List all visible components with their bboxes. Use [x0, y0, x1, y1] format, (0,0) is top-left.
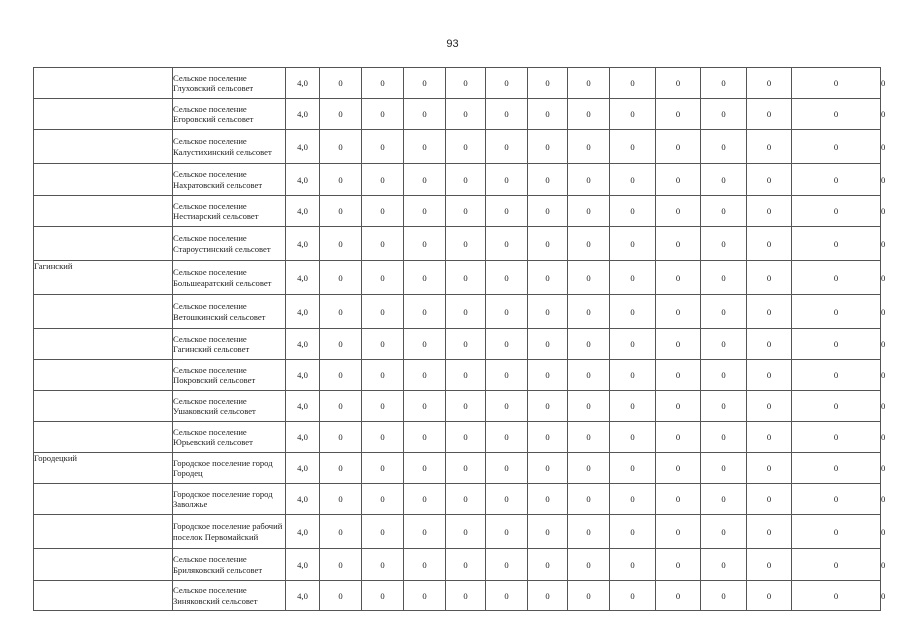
value-cell: 0	[362, 99, 404, 130]
value-cell: 0	[568, 581, 610, 611]
value-cell: 0	[610, 295, 656, 329]
value-cell: 0	[446, 68, 486, 99]
value-cell: 0	[486, 329, 528, 360]
value-cell: 0	[320, 196, 362, 227]
value-cell: 0	[404, 549, 446, 581]
value-cell: 0	[362, 196, 404, 227]
value-cell: 0	[701, 391, 747, 422]
value-cell: 0	[792, 164, 881, 196]
value-cell: 0	[610, 196, 656, 227]
value-cell: 0	[568, 164, 610, 196]
value-cell: 0	[528, 453, 568, 484]
settlement-name-cell: Городское поселение рабочий поселок Первомайский	[173, 515, 286, 549]
rate-cell: 4,0	[286, 391, 320, 422]
value-cell: 0	[568, 422, 610, 453]
value-cell: 0	[792, 68, 881, 99]
value-cell: 0	[610, 261, 656, 295]
value-cell: 0	[404, 130, 446, 164]
value-cell: 0	[362, 360, 404, 391]
rate-cell: 4,0	[286, 196, 320, 227]
value-cell: 0	[610, 227, 656, 261]
value-cell: 0	[528, 329, 568, 360]
table-row: Сельское поселение Глуховский сельсовет 4,0 0 0 0 0 0 0 0 0 0 0 0 0 0	[34, 68, 881, 99]
table-row: Городецкий Городское поселение город Городец 4,0 0 0 0 0 0 0 0 0 0 0 0 0 0	[34, 453, 881, 484]
value-cell: 0	[446, 295, 486, 329]
settlement-name-cell: Сельское поселение Нестиарский сельсовет	[173, 196, 286, 227]
value-cell: 0	[792, 484, 881, 515]
value-cell: 0	[610, 453, 656, 484]
value-cell: 0	[528, 549, 568, 581]
value-cell: 0	[701, 515, 747, 549]
rate-cell: 4,0	[286, 261, 320, 295]
value-cell: 0	[486, 360, 528, 391]
value-cell: 0	[747, 329, 792, 360]
value-cell: 0	[362, 515, 404, 549]
value-cell: 0	[404, 581, 446, 611]
rate-cell: 4,0	[286, 99, 320, 130]
value-cell: 0	[568, 360, 610, 391]
value-cell: 0	[446, 422, 486, 453]
value-cell: 0	[320, 68, 362, 99]
rate-cell: 4,0	[286, 130, 320, 164]
value-cell: 0	[568, 549, 610, 581]
value-cell: 0	[701, 68, 747, 99]
value-cell: 0	[320, 295, 362, 329]
value-cell: 0	[404, 515, 446, 549]
value-cell: 0	[320, 130, 362, 164]
value-cell: 0	[362, 581, 404, 611]
settlement-name-cell: Городское поселение город Городец	[173, 453, 286, 484]
value-cell: 0	[747, 422, 792, 453]
value-cell: 0	[747, 196, 792, 227]
district-cell	[34, 549, 173, 581]
value-cell: 0	[528, 295, 568, 329]
value-cell: 0	[656, 484, 701, 515]
value-cell: 0	[528, 422, 568, 453]
value-cell: 0	[610, 360, 656, 391]
value-cell: 0	[404, 68, 446, 99]
settlement-name-cell: Сельское поселение Гагинский сельсовет	[173, 329, 286, 360]
settlement-name-cell: Сельское поселение Большеаратский сельсовет	[173, 261, 286, 295]
value-cell: 0	[568, 130, 610, 164]
value-cell: 0	[610, 130, 656, 164]
value-cell: 0	[610, 422, 656, 453]
value-cell: 0	[486, 581, 528, 611]
value-cell: 0	[362, 295, 404, 329]
value-cell: 0	[486, 68, 528, 99]
value-cell: 0	[486, 261, 528, 295]
table-row: Сельское поселение Нахратовский сельсовет 4,0 0 0 0 0 0 0 0 0 0 0 0 0 0	[34, 164, 881, 196]
value-cell: 0	[792, 549, 881, 581]
value-cell: 0	[362, 261, 404, 295]
value-cell: 0	[610, 391, 656, 422]
value-cell: 0	[320, 360, 362, 391]
value-cell: 0	[404, 484, 446, 515]
value-cell: 0	[701, 360, 747, 391]
table-row: Городское поселение рабочий поселок Первомайский 4,0 0 0 0 0 0 0 0 0 0 0 0 0 0	[34, 515, 881, 549]
table-row: Сельское поселение Егоровский сельсовет 4,0 0 0 0 0 0 0 0 0 0 0 0 0 0	[34, 99, 881, 130]
value-cell: 0	[568, 227, 610, 261]
rate-cell: 4,0	[286, 68, 320, 99]
value-cell: 0	[701, 196, 747, 227]
value-cell: 0	[320, 99, 362, 130]
table-row: Сельское поселение Юрьевский сельсовет 4,0 0 0 0 0 0 0 0 0 0 0 0 0 0	[34, 422, 881, 453]
rate-cell: 4,0	[286, 227, 320, 261]
value-cell: 0	[747, 295, 792, 329]
value-cell: 0	[320, 484, 362, 515]
value-cell: 0	[486, 295, 528, 329]
value-cell: 0	[747, 453, 792, 484]
value-cell: 0	[701, 295, 747, 329]
value-cell: 0	[486, 391, 528, 422]
value-cell: 0	[701, 99, 747, 130]
value-cell: 0	[656, 164, 701, 196]
table-row: Сельское поселение Ветошкинский сельсовет 4,0 0 0 0 0 0 0 0 0 0 0 0 0 0	[34, 295, 881, 329]
district-cell: Гагинский	[34, 261, 173, 295]
value-cell: 0	[656, 329, 701, 360]
value-cell: 0	[486, 99, 528, 130]
settlement-name-cell: Сельское поселение Ушаковский сельсовет	[173, 391, 286, 422]
settlement-name-cell: Сельское поселение Калустихинский сельсовет	[173, 130, 286, 164]
value-cell: 0	[486, 453, 528, 484]
value-cell: 0	[446, 484, 486, 515]
value-cell: 0	[404, 196, 446, 227]
value-cell: 0	[446, 329, 486, 360]
value-cell: 0	[610, 515, 656, 549]
value-cell: 0	[747, 130, 792, 164]
page-number: 93	[446, 38, 459, 50]
value-cell: 0	[446, 99, 486, 130]
value-cell: 0	[792, 581, 881, 611]
settlement-name-cell: Сельское поселение Бриляковский сельсовет	[173, 549, 286, 581]
value-cell: 0	[568, 261, 610, 295]
district-cell	[34, 422, 173, 453]
value-cell: 0	[568, 453, 610, 484]
rate-cell: 4,0	[286, 453, 320, 484]
value-cell: 0	[446, 196, 486, 227]
value-cell: 0	[404, 422, 446, 453]
value-cell: 0	[320, 329, 362, 360]
value-cell: 0	[610, 68, 656, 99]
value-cell: 0	[747, 515, 792, 549]
value-cell: 0	[701, 130, 747, 164]
value-cell: 0	[320, 164, 362, 196]
value-cell: 0	[528, 68, 568, 99]
value-cell: 0	[320, 453, 362, 484]
value-cell: 0	[486, 549, 528, 581]
settlement-name-cell: Сельское поселение Ветошкинский сельсовет	[173, 295, 286, 329]
value-cell: 0	[701, 581, 747, 611]
value-cell: 0	[404, 164, 446, 196]
value-cell: 0	[656, 130, 701, 164]
district-cell	[34, 227, 173, 261]
value-cell: 0	[656, 196, 701, 227]
district-cell	[34, 295, 173, 329]
value-cell: 0	[568, 295, 610, 329]
value-cell: 0	[404, 360, 446, 391]
value-cell: 0	[486, 196, 528, 227]
value-cell: 0	[656, 515, 701, 549]
district-cell	[34, 581, 173, 611]
value-cell: 0	[446, 227, 486, 261]
value-cell: 0	[747, 164, 792, 196]
value-cell: 0	[610, 549, 656, 581]
value-cell: 0	[701, 329, 747, 360]
value-cell: 0	[362, 68, 404, 99]
value-cell: 0	[656, 261, 701, 295]
value-cell: 0	[404, 329, 446, 360]
value-cell: 0	[404, 99, 446, 130]
district-cell	[34, 196, 173, 227]
value-cell: 0	[610, 581, 656, 611]
settlement-name-cell: Сельское поселение Юрьевский сельсовет	[173, 422, 286, 453]
value-cell: 0	[528, 360, 568, 391]
value-cell: 0	[528, 261, 568, 295]
value-cell: 0	[320, 581, 362, 611]
value-cell: 0	[320, 261, 362, 295]
value-cell: 0	[747, 581, 792, 611]
value-cell: 0	[528, 581, 568, 611]
value-cell: 0	[701, 484, 747, 515]
value-cell: 0	[528, 196, 568, 227]
table-row: Сельское поселение Нестиарский сельсовет 4,0 0 0 0 0 0 0 0 0 0 0 0 0 0	[34, 196, 881, 227]
value-cell: 0	[446, 130, 486, 164]
value-cell: 0	[747, 99, 792, 130]
value-cell: 0	[362, 391, 404, 422]
value-cell: 0	[656, 549, 701, 581]
value-cell: 0	[656, 295, 701, 329]
value-cell: 0	[568, 515, 610, 549]
value-cell: 0	[747, 227, 792, 261]
value-cell: 0	[656, 581, 701, 611]
value-cell: 0	[486, 227, 528, 261]
value-cell: 0	[792, 453, 881, 484]
value-cell: 0	[486, 515, 528, 549]
district-cell	[34, 68, 173, 99]
value-cell: 0	[446, 360, 486, 391]
rate-cell: 4,0	[286, 484, 320, 515]
value-cell: 0	[528, 130, 568, 164]
value-cell: 0	[568, 68, 610, 99]
district-cell	[34, 515, 173, 549]
settlement-name-cell: Городское поселение город Заволжье	[173, 484, 286, 515]
value-cell: 0	[362, 549, 404, 581]
value-cell: 0	[362, 453, 404, 484]
rate-cell: 4,0	[286, 549, 320, 581]
value-cell: 0	[446, 515, 486, 549]
municipal-rates-table	[33, 67, 886, 611]
district-cell	[34, 164, 173, 196]
value-cell: 0	[362, 484, 404, 515]
settlement-name-cell: Сельское поселение Староустинский сельсовет	[173, 227, 286, 261]
value-cell: 0	[656, 360, 701, 391]
value-cell: 0	[362, 130, 404, 164]
value-cell: 0	[320, 549, 362, 581]
rate-cell: 4,0	[286, 515, 320, 549]
district-cell	[34, 360, 173, 391]
value-cell: 0	[610, 164, 656, 196]
value-cell: 0	[792, 515, 881, 549]
value-cell: 0	[446, 453, 486, 484]
rate-cell: 4,0	[286, 581, 320, 611]
value-cell: 0	[792, 360, 881, 391]
value-cell: 0	[610, 484, 656, 515]
district-cell	[34, 130, 173, 164]
value-cell: 0	[486, 422, 528, 453]
table-row: Гагинский Сельское поселение Большеаратский сельсовет 4,0 0 0 0 0 0 0 0 0 0 0 0 0 0	[34, 261, 881, 295]
value-cell: 0	[792, 261, 881, 295]
value-cell: 0	[747, 261, 792, 295]
value-cell: 0	[528, 484, 568, 515]
value-cell: 0	[486, 484, 528, 515]
value-cell: 0	[701, 422, 747, 453]
value-cell: 0	[701, 227, 747, 261]
value-cell: 0	[446, 391, 486, 422]
district-cell	[34, 391, 173, 422]
settlement-name-cell: Сельское поселение Нахратовский сельсовет	[173, 164, 286, 196]
value-cell: 0	[792, 130, 881, 164]
value-cell: 0	[792, 329, 881, 360]
value-cell: 0	[792, 227, 881, 261]
value-cell: 0	[701, 164, 747, 196]
value-cell: 0	[486, 164, 528, 196]
district-cell	[34, 484, 173, 515]
rate-cell: 4,0	[286, 295, 320, 329]
value-cell: 0	[528, 515, 568, 549]
value-cell: 0	[701, 261, 747, 295]
value-cell: 0	[701, 549, 747, 581]
value-cell: 0	[792, 196, 881, 227]
value-cell: 0	[747, 391, 792, 422]
district-cell	[34, 99, 173, 130]
value-cell: 0	[486, 130, 528, 164]
value-cell: 0	[528, 227, 568, 261]
table-row: Сельское поселение Ушаковский сельсовет 4,0 0 0 0 0 0 0 0 0 0 0 0 0 0	[34, 391, 881, 422]
value-cell: 0	[320, 227, 362, 261]
value-cell: 0	[446, 549, 486, 581]
value-cell: 0	[610, 99, 656, 130]
value-cell: 0	[568, 99, 610, 130]
value-cell: 0	[792, 391, 881, 422]
district-cell: Городецкий	[34, 453, 173, 484]
value-cell: 0	[446, 581, 486, 611]
value-cell: 0	[362, 227, 404, 261]
settlement-name-cell: Сельское поселение Глуховский сельсовет	[173, 68, 286, 99]
value-cell: 0	[528, 164, 568, 196]
value-cell: 0	[792, 295, 881, 329]
value-cell: 0	[362, 164, 404, 196]
value-cell: 0	[362, 422, 404, 453]
rate-cell: 4,0	[286, 360, 320, 391]
value-cell: 0	[320, 515, 362, 549]
value-cell: 0	[568, 391, 610, 422]
rate-cell: 4,0	[286, 422, 320, 453]
value-cell: 0	[404, 453, 446, 484]
value-cell: 0	[528, 391, 568, 422]
value-cell: 0	[568, 329, 610, 360]
value-cell: 0	[320, 422, 362, 453]
value-cell: 0	[446, 261, 486, 295]
value-cell: 0	[656, 391, 701, 422]
table-row: Сельское поселение Калустихинский сельсовет 4,0 0 0 0 0 0 0 0 0 0 0 0 0 0	[34, 130, 881, 164]
value-cell: 0	[404, 227, 446, 261]
value-cell: 0	[656, 422, 701, 453]
value-cell: 0	[792, 99, 881, 130]
value-cell: 0	[792, 422, 881, 453]
value-cell: 0	[446, 164, 486, 196]
table-row: Сельское поселение Староустинский сельсовет 4,0 0 0 0 0 0 0 0 0 0 0 0 0 0	[34, 227, 881, 261]
settlement-name-cell: Сельское поселение Егоровский сельсовет	[173, 99, 286, 130]
settlement-name-cell: Сельское поселение Покровский сельсовет	[173, 360, 286, 391]
value-cell: 0	[656, 227, 701, 261]
table-row: Сельское поселение Покровский сельсовет 4,0 0 0 0 0 0 0 0 0 0 0 0 0 0	[34, 360, 881, 391]
rate-cell: 4,0	[286, 329, 320, 360]
value-cell: 0	[362, 329, 404, 360]
value-cell: 0	[747, 68, 792, 99]
value-cell: 0	[656, 453, 701, 484]
value-cell: 0	[528, 99, 568, 130]
value-cell: 0	[404, 261, 446, 295]
value-cell: 0	[701, 453, 747, 484]
value-cell: 0	[610, 329, 656, 360]
table-row: Сельское поселение Гагинский сельсовет 4,0 0 0 0 0 0 0 0 0 0 0 0 0 0	[34, 329, 881, 360]
value-cell: 0	[747, 484, 792, 515]
value-cell: 0	[747, 360, 792, 391]
value-cell: 0	[404, 295, 446, 329]
value-cell: 0	[747, 549, 792, 581]
settlement-name-cell: Сельское поселение Зиняковский сельсовет	[173, 581, 286, 611]
value-cell: 0	[656, 68, 701, 99]
value-cell: 0	[568, 196, 610, 227]
value-cell: 0	[404, 391, 446, 422]
table-row: Сельское поселение Бриляковский сельсовет 4,0 0 0 0 0 0 0 0 0 0 0 0 0 0	[34, 549, 881, 581]
value-cell: 0	[568, 484, 610, 515]
value-cell: 0	[320, 391, 362, 422]
table-row: Городское поселение город Заволжье 4,0 0 0 0 0 0 0 0 0 0 0 0 0 0	[34, 484, 881, 515]
value-cell: 0	[656, 99, 701, 130]
table-row: Сельское поселение Зиняковский сельсовет 4,0 0 0 0 0 0 0 0 0 0 0 0 0 0	[34, 581, 881, 611]
rate-cell: 4,0	[286, 164, 320, 196]
district-cell	[34, 329, 173, 360]
